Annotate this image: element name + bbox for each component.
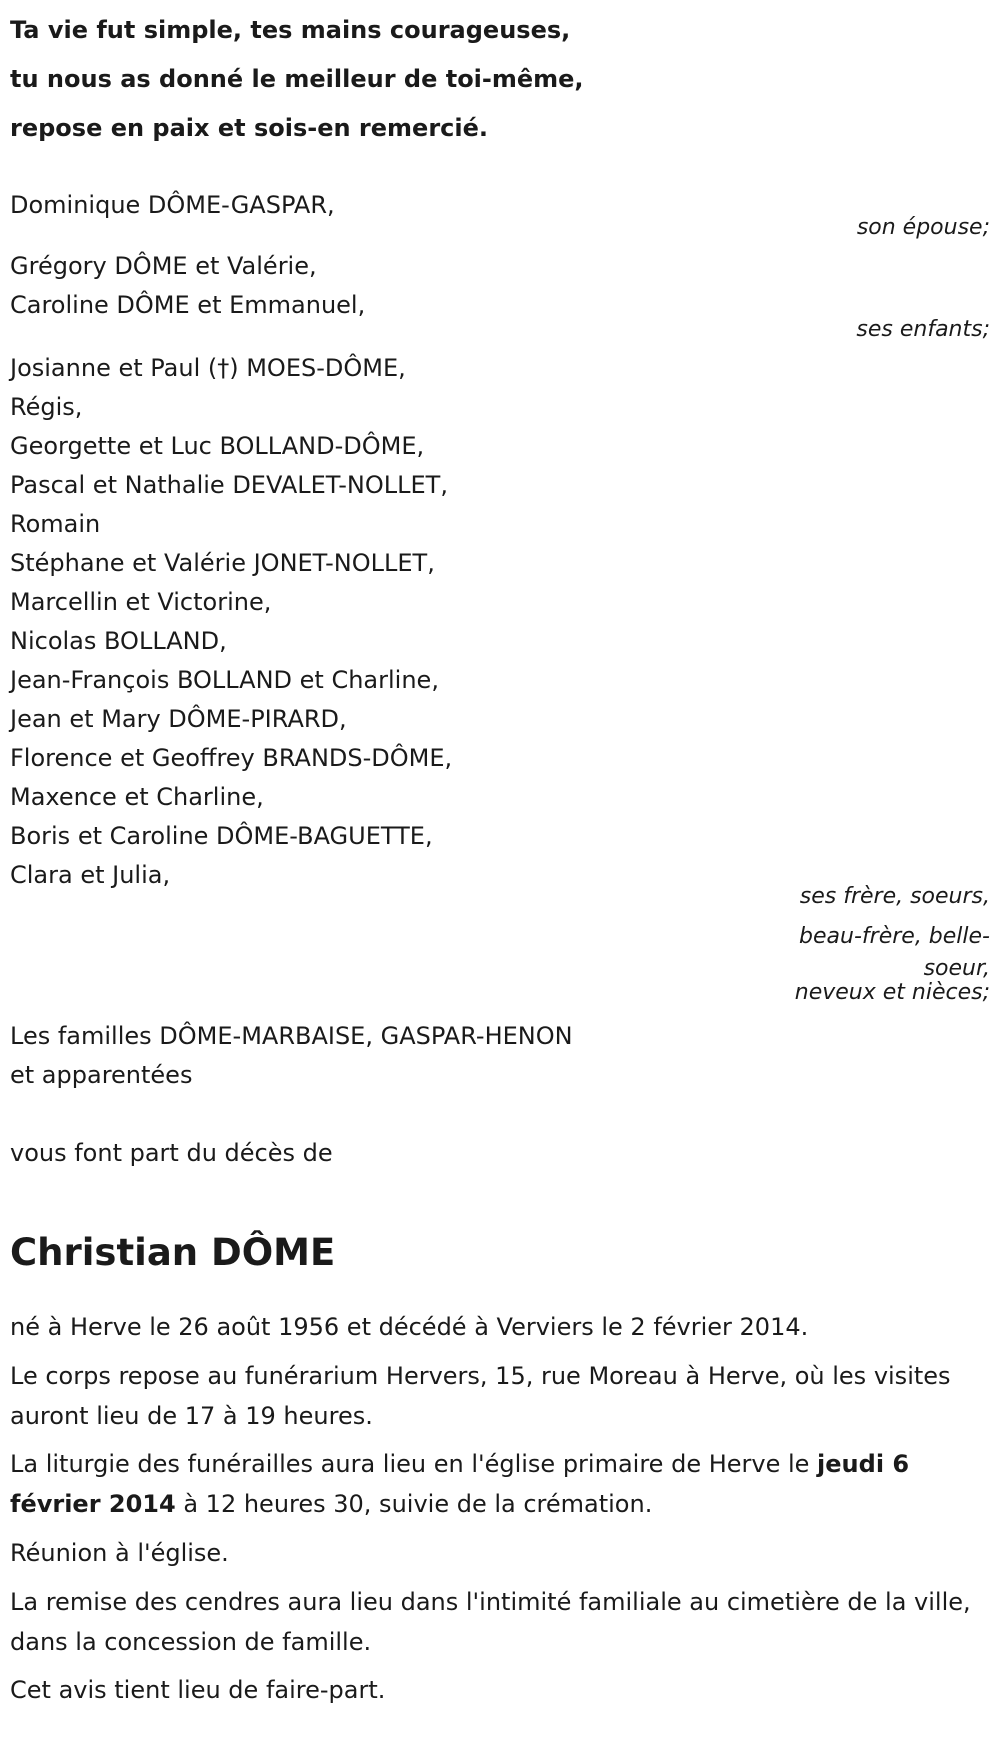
poem-line: repose en paix et sois-en remercié. — [10, 114, 489, 142]
sibling-name: Nicolas BOLLAND, — [10, 627, 227, 655]
spouse-name: Dominique DÔME-GASPAR, — [10, 191, 335, 219]
siblings-relation — [730, 877, 990, 1005]
liturgy-info — [10, 1444, 975, 1524]
spouse-relation: son épouse; — [856, 215, 990, 240]
liturgy-text: La liturgie des funérailles aura lieu en l'église primaire de Herve le — [10, 1450, 818, 1478]
families-line: et apparentées — [10, 1061, 193, 1089]
reunion-info: Réunion à l'église. — [10, 1539, 229, 1567]
sibling-name: Maxence et Charline, — [10, 783, 264, 811]
children-relation: ses enfants; — [856, 317, 990, 342]
relation-line: beau-frère, belle- — [799, 924, 990, 949]
deceased-name: Christian DÔME — [10, 1231, 336, 1274]
visitation-info: Le corps repose au funérarium Hervers, 15, rue Moreau à Herve, où les visites auront lieu de 17 à 19 heures. — [10, 1362, 951, 1430]
ashes-info: La remise des cendres aura lieu dans l'intimité familiale au cimetière de la ville, dans la concession de famille. — [10, 1588, 971, 1656]
poem — [10, 6, 710, 153]
notice-info: Cet avis tient lieu de faire-part. — [10, 1676, 386, 1704]
sibling-name: Clara et Julia, — [10, 861, 171, 889]
liturgy-date: jeudi 6 février 2014 — [10, 1450, 910, 1518]
sibling-name: Jean et Mary DÔME-PIRARD, — [10, 705, 347, 733]
sibling-name: Boris et Caroline DÔME-BAGUETTE, — [10, 822, 433, 850]
relation-line: ses frère, soeurs, — [799, 884, 990, 909]
sibling-name: Josianne et Paul (†) MOES-DÔME, — [10, 354, 406, 382]
families-line: Les familles DÔME-MARBAISE, GASPAR-HENON — [10, 1022, 573, 1050]
sibling-name: Stéphane et Valérie JONET-NOLLET, — [10, 549, 435, 577]
child-name: Caroline DÔME et Emmanuel, — [10, 291, 366, 319]
poem-line: Ta vie fut simple, tes mains courageuses, — [10, 16, 571, 44]
poem-line: tu nous as donné le meilleur de toi-même, — [10, 65, 584, 93]
announcement: vous font part du décès de — [10, 1139, 333, 1167]
child-name: Grégory DÔME et Valérie, — [10, 252, 317, 280]
relation-line: neveux et nièces; — [794, 980, 990, 1005]
sibling-name: Romain — [10, 510, 101, 538]
sibling-name: Georgette et Luc BOLLAND-DÔME, — [10, 432, 425, 460]
sibling-name: Régis, — [10, 393, 83, 421]
liturgy-text: à 12 heures 30, suivie de la crémation. — [175, 1490, 653, 1518]
sibling-name: Marcellin et Victorine, — [10, 588, 272, 616]
sibling-name: Pascal et Nathalie DEVALET-NOLLET, — [10, 471, 448, 499]
sibling-name: Florence et Geoffrey BRANDS-DÔME, — [10, 744, 453, 772]
relation-line: soeur, — [923, 956, 990, 981]
sibling-name: Jean-François BOLLAND et Charline, — [10, 666, 439, 694]
birth-death-dates: né à Herve le 26 août 1956 et décédé à Verviers le 2 février 2014. — [10, 1313, 809, 1341]
